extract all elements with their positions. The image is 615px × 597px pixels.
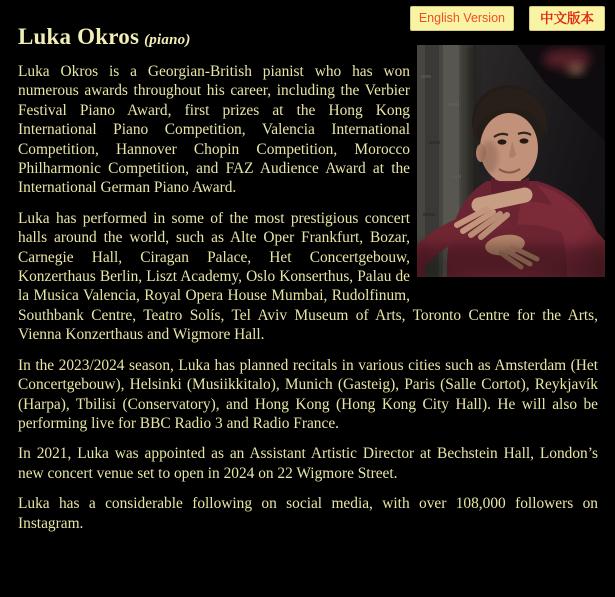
language-switcher: [410, 6, 605, 31]
chinese-version-button[interactable]: 中文版本: [529, 6, 605, 31]
artist-role: (piano): [144, 32, 191, 48]
bio-paragraph: Luka has performed in some of the most prestigious concert halls around the world, such as Alte Oper Frankfurt, Bozar, Carnegie Hall, Ciragan Palace, Het Concertgebouw, Konzerthaus Berlin, Liszt Academy, Oslo Konserthus, Palau de la Musica Valencia, Royal Opera House Mumbai, Rudolfinum, Southbank Centre, Teatro Solís, Tel Aviv Museum of Arts, Toronto Centre for the Arts, Vienna Konzerthaus and Wigmore Hall.: [18, 209, 598, 344]
artist-name: Luka Okros: [18, 24, 140, 49]
artist-portrait-image: [417, 45, 605, 277]
bio-paragraph: Luka Okros is a Georgian-British pianist who has won numerous awards throughout his career, including the Verbier Festival Piano Award, first prizes at the Hong Kong International Piano Competition, Valencia International Competition, Hannover Chopin Competition, Morocco Philharmonic Competition, and FAZ Audience Award at the International German Piano Award.: [18, 63, 410, 197]
english-version-button[interactable]: English Version: [410, 6, 514, 31]
bio-paragraph: Luka has a considerable following on social media, with over 108,000 followers on Instagram.: [18, 495, 598, 532]
bio-paragraph: In 2021, Luka was appointed as an Assistant Artistic Director at Bechstein Hall, London’s new concert venue set to open in 2024 on 22 Wigmore Street.: [18, 445, 598, 482]
bio-paragraph: In the 2023/2024 season, Luka has planned recitals in various cities such as Amsterdam (Het Concertgebouw), Helsinki (Musiikkitalo), Munich (Gasteig), Paris (Salle Cortot), Reykjavík (Harpa), Tbilisi (Conservatory), and Hong Kong (Hong Kong City Hall). He will also be performing live for BBC Radio 3 and Radio France.: [18, 356, 598, 432]
artist-portrait: [417, 45, 605, 277]
